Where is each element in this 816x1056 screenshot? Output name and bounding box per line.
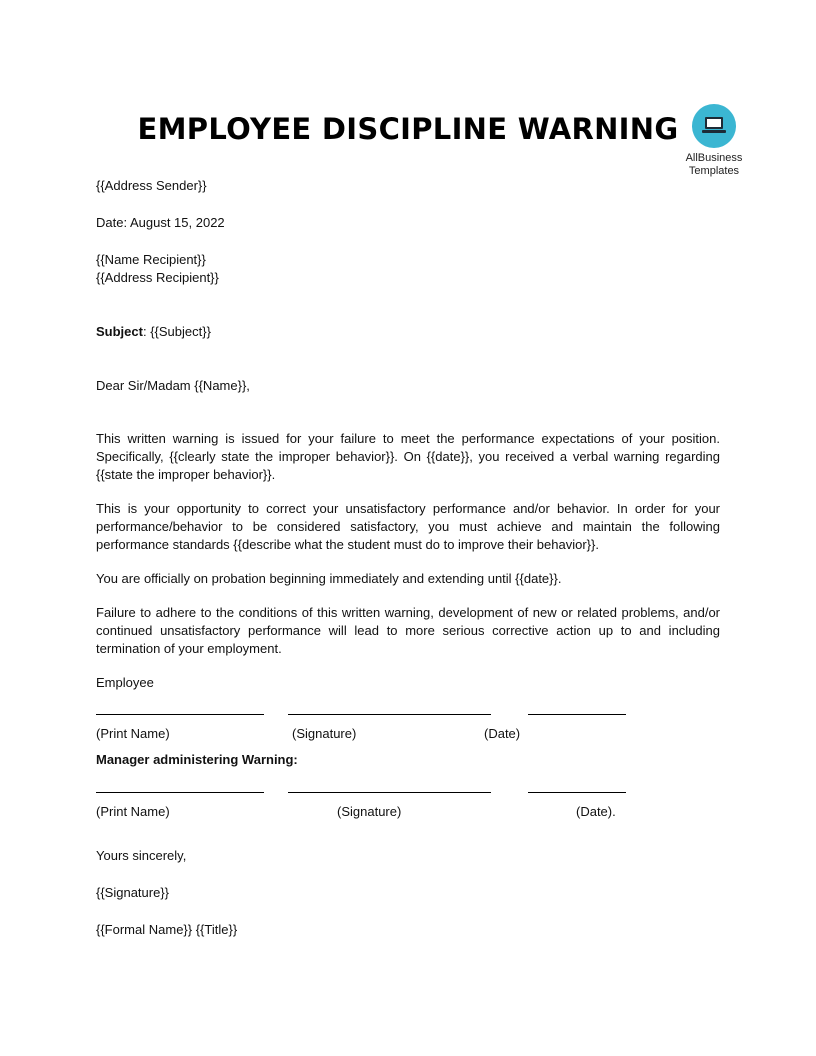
document-title: EMPLOYEE DISCIPLINE WARNING [137,112,679,146]
subject-value: : {{Subject}} [142,324,211,339]
salutation: Dear Sir/Madam {{Name}}, [96,378,250,393]
logo [676,104,752,178]
logo-line-1: AllBusiness [685,152,743,164]
employee-date-line [528,714,626,715]
body-paragraph: Failure to adhere to the conditions of this written warning, development of new or related problems, and/or continued unsatisfactory performance will lead to more serious corrective action up to and including termination of your employment. [96,605,720,656]
recipient-address: {{Address Recipient}} [96,270,219,285]
employee-date-caption: (Date) [484,726,521,741]
sender-address: {{Address Sender}} [96,178,207,193]
laptop-icon [702,116,726,136]
recipient-name: {{Name Recipient}} [96,252,206,267]
employee-print-name-caption: (Print Name) [96,726,170,741]
employee-print-name-line [96,714,264,715]
logo-text [676,152,752,178]
manager-print-name-caption: (Print Name) [96,804,170,819]
manager-heading: Manager administering Warning: [96,752,298,767]
subject-line [96,323,211,341]
closing: Yours sincerely, [96,848,187,863]
employee-heading: Employee [96,675,154,690]
manager-signature-caption: (Signature) [337,804,402,819]
body-paragraph: You are officially on probation beginning immediately and extending until {{date}}. [96,571,562,586]
subject-label: Subject [96,324,143,339]
logo-line-2: Templates [688,165,740,177]
letter-date: Date: August 15, 2022 [96,215,225,230]
logo-badge [692,104,736,148]
employee-signature-caption: (Signature) [292,726,357,741]
formal-name-title: {{Formal Name}} {{Title}} [96,922,238,937]
manager-print-name-line [96,792,264,793]
manager-date-caption: (Date). [576,804,616,819]
body-paragraph: This is your opportunity to correct your unsatisfactory performance and/or behavior. In order for your performance/behavior to be considered satisfactory, you must achieve and maintain the following performance standards {{describe what the student must do to improve their behavior}}. [96,501,720,552]
manager-signature-line [288,792,491,793]
signature-placeholder: {{Signature}} [96,885,170,900]
employee-signature-line [288,714,491,715]
body-paragraph: This written warning is issued for your failure to meet the performance expectations of your position. Specifically, {{clearly state the improper behavior}}. On {{date}}, you received a verbal warning regarding {{state the improper behavior}}. [96,431,720,482]
manager-date-line [528,792,626,793]
